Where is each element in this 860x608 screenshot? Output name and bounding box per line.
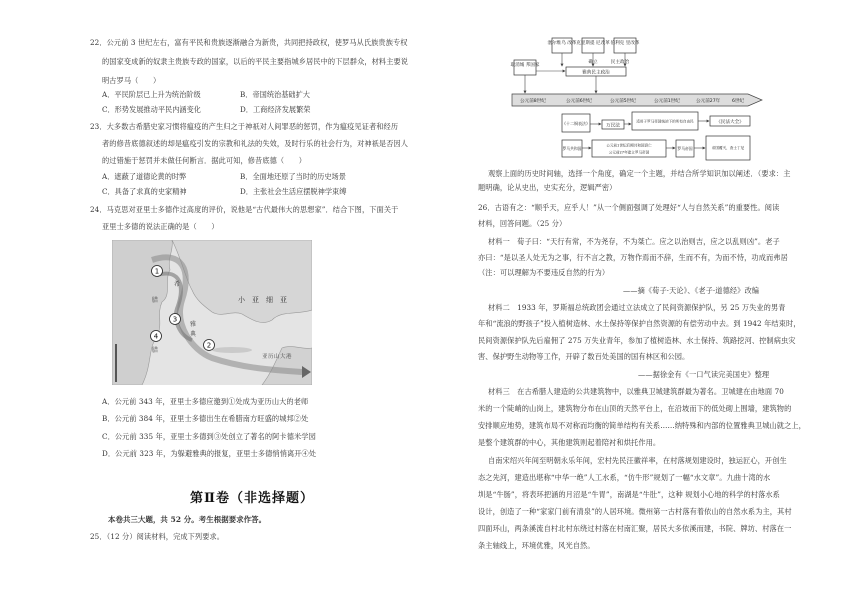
m1-line-1: 材料一 荀子曰：“天行有常，不为尧存，不为桀亡。应之以治则吉，应之以乱则凶”。老子 — [488, 237, 780, 246]
box-athens-text: 雅典民主政治 — [582, 70, 610, 76]
m3b-line-4: 设计，创造了一种“家家门前有清泉”的人居环境。微州第一古村落有着依山的自然水系为主，其村 — [478, 507, 792, 516]
m3b-line-3: 圳是“牛肠”，将表环把涵的月沼是“牛胃”，南湖是“牛肚”，这种 规划小心地的科学的村落水系 — [478, 490, 780, 499]
q22-line-3: 明古罗马（ ） — [102, 76, 161, 85]
m3-line-4: 是整个建筑群的中心，其他建筑则起着陪衬和烘托作用。 — [478, 438, 661, 447]
m3b-line-2: 态之先河，建造出堪称“中华一绝”人工水系，“仿牛形”规划了一幅“水文章”。九曲十湾的水 — [478, 473, 771, 482]
box-cleisthenes-text: 克里斯提 尼改革 — [576, 41, 610, 46]
box-pericles-text: 伯利克 里改革 — [610, 41, 640, 46]
label-alex-4: 大 — [280, 354, 286, 360]
m1-line-2: 亦曰：“是以圣人处无为之事，行不言之教，万物作焉而不辞，生而不有，为而不恃，功成而弗居 — [478, 253, 788, 262]
q23-option-c: C．具备了求真的史家精神 — [102, 187, 187, 196]
q22-option-b: B．帝国统治基础扩大 — [240, 90, 310, 99]
timeline-label-3: 公元前5世纪 — [610, 99, 636, 104]
q23-option-d: D．主张社会生活应摆脱神学束缚 — [240, 187, 347, 196]
box-republic-text: 罗马共和国 — [562, 146, 582, 151]
marker-2-label: 2 — [206, 341, 212, 350]
box-applicable-text: 适用于罗马帝国统治下的所有自由民 — [636, 119, 694, 124]
q24-option-a: A．公元前 343 年，亚里士多德应邀到①处成为亚历山大的老师 — [102, 397, 309, 406]
island-shape — [212, 347, 252, 353]
box-empire-fall-text: 帝国覆灭，查士丁尼 — [711, 146, 745, 150]
label-democracy: 民主政治 — [610, 60, 630, 65]
q23-line-2: 者的修昔底德叙述的却是瘟疫引发的宗教和礼法的失效，及时行乐的社会行为，对神祇是否因人 — [102, 139, 409, 148]
q24-option-c: C．公元前 335 年，亚里士多德到③处创立了著名的阿卡德米学园 — [102, 432, 316, 441]
q23-line-3: 的过错施于惩罚并未做任何断言．据此可知，修昔底德（ ） — [102, 156, 307, 165]
q22-line-2: 的国家变成新的奴隶主贵族专政的国家，以后的平民主要指城乡居民中的下层群众，材料主要说 — [102, 57, 409, 66]
history-timeline-diagram — [510, 36, 770, 168]
label-la-2: 腊 — [152, 347, 159, 354]
q22-option-d: D．工商经济发展繁荣 — [240, 105, 311, 114]
marker-4-label: 4 — [153, 332, 159, 341]
label-establish: 确立 — [588, 60, 598, 65]
timeline-label-5: 公元前27年 — [696, 99, 721, 104]
q22-line-1: 22．公元前 3 世纪左右，富有平民和贵族逐渐融合为新贵，共同把持政权，使罗马从氏族贵族专权 — [90, 38, 408, 47]
box-jus-gentium-text: 万民法 — [606, 123, 620, 129]
m1-source: ——摘《荀子·天论》、《老子·道德经》改编 — [623, 286, 760, 295]
region-label-asia-minor: 小 亚 细 亚 — [238, 296, 287, 304]
m3-line-1: 材料三 在古希腊人建造的公共建筑物中，以雅典卫城建筑群最为著名。卫城建在由地面 70 — [488, 387, 784, 396]
m1-line-3: （注：可以理解为不要违反自然的行为） — [478, 268, 610, 277]
q25-title: 25．（12 分）阅读材料，完成下列要求。 — [90, 532, 225, 541]
part2-note: 本卷共三大题，共 52 分。考生根据要求作答。 — [108, 515, 267, 524]
label-alex-2: 历 — [268, 354, 274, 360]
map-marker-1 — [152, 266, 163, 277]
box-empire-text: 罗马帝国 — [677, 146, 693, 151]
map-marker-3 — [170, 314, 181, 325]
intro-line-1: 观察上面的历史时间轴，选择一个角度，确定一个主题，并结合所学知识加以阐述．（要求：主 — [488, 169, 791, 178]
box-empire-founded-text: 公元前27年建立罗马帝国 — [608, 150, 650, 155]
m2-line-1: 材料二 1933 年，罗斯福总统政团会通过立法成立了民间资源保护队，另 25 万失业的男青 — [488, 303, 786, 312]
m2-line-2: 年和“流浪的野孩子”投入植树造林、水土保持等保护自然资源的有偿劳动中去。到 1942 年结束时， — [478, 319, 801, 328]
box-decline-text: 公元前1世纪后期共和国衰亡 — [606, 143, 652, 148]
box-corpus-text: 《民法大全》 — [716, 120, 744, 125]
marker-1-label: 1 — [154, 267, 160, 276]
label-alex-5: 港 — [286, 354, 292, 360]
m2-source: ——据徐金有《一口气读完美国史》整理 — [638, 370, 770, 379]
box-abolish-text: 取消城 邦国家 — [510, 63, 540, 68]
intro-line-2: 题明确，论从史出，史实充分，逻辑严密） — [478, 183, 617, 192]
q23-line-1: 23．大多数古希腊史家习惯将瘟疫的产生归之于神祇对人间罪恶的惩罚，作为瘟疫见证者和经历 — [90, 122, 399, 131]
label-alex-3: 山 — [274, 354, 280, 360]
label-alex-1: 亚 — [262, 354, 268, 360]
marker-3-label: 3 — [172, 315, 178, 324]
q26-line-1: 26．古语有之：“顺乎天，应乎人！”从一个侧面强调了处理好“人与自然关系”的重要性。阅读 — [478, 203, 780, 212]
scale-bar — [115, 344, 117, 382]
q24-option-b: B．公元前 384 年，亚里士多德出生在希腊南方旺盛的城邦②处 — [102, 414, 309, 423]
box-servius-text: 塞尔维乌 改革 — [547, 41, 577, 46]
greece-map — [112, 240, 312, 385]
m3b-line-6: 条主轴线上，环境优雅，风光自然。 — [478, 541, 595, 550]
q24-option-d: D．公元前 323 年，为躲避雅典的报复，亚里士多德悄悄离开④处 — [102, 449, 317, 458]
timeline-label-4: 公元前1世纪 — [654, 99, 680, 104]
part2-title: 第Ⅱ卷（非选择题） — [190, 491, 314, 506]
q22-option-c: C．形势发展推动平民内涵变化 — [102, 105, 201, 114]
m3-line-2: 米的一个陡峭的山岗上，建筑物分布在山顶的天然平台上，在沿坡而下的低处砌上围墙，建筑物的 — [478, 404, 792, 413]
label-xi: 希 — [174, 281, 181, 288]
q22-option-a: A．平民阶层已上升为统治阶级 — [102, 90, 201, 99]
label-dian: 典 — [190, 331, 197, 338]
q24-line-2: 亚里士多德的说法正确的是（ ） — [102, 222, 219, 231]
timeline-arrow — [512, 94, 762, 106]
timeline-label-2: 公元前6世纪 — [566, 99, 592, 104]
q23-option-b: B．全面地还原了当时的历史场景 — [240, 172, 346, 181]
q24-line-1: 24．马克思对亚里士多德作过高度的评价，说他是“古代最伟大的思想家”．结合下图，下面关于 — [90, 205, 399, 214]
q26-line-2: 材料，回答问题。（25 分） — [478, 219, 567, 228]
timeline-label-1: 公元前8世纪 — [520, 99, 546, 104]
m2-line-4: 害、保护野生动物等工作，开辟了数百处美国的国有林区和公园。 — [478, 352, 690, 361]
box-twelve-tables-text: 《十二铜表法》 — [562, 121, 590, 126]
map-marker-2 — [204, 340, 215, 351]
map-marker-4 — [151, 331, 162, 342]
m2-line-3: 民间资源保护队先后雇佣了 275 万失业青年，参加了植树造林、水土保持、筑路挖河、控制病虫灾 — [478, 336, 796, 345]
label-ya: 雅 — [190, 321, 197, 328]
label-la: 腊 — [152, 297, 159, 304]
timeline-label-6: 6世纪 — [732, 99, 745, 104]
m3b-line-1: 自南宋绍兴年间至明朝永乐年间，宏村先民汪徽祥率，在村落规划建设时，独运匠心，开创生 — [488, 456, 787, 465]
q23-option-a: A．遮蔽了道德论黄的时弊 — [102, 172, 187, 181]
m3b-line-5: 四面环山，两条溪流自村北村东绕过村落在村南汇聚，居民大多依溪而建，书院、牌坊、村落在一 — [478, 524, 792, 533]
m3-line-3: 安排顺应地势，建筑布局不对称而均衡的简单结构有关系……纳特殊和内部的位置雅典卫城山就之上， — [478, 421, 806, 430]
